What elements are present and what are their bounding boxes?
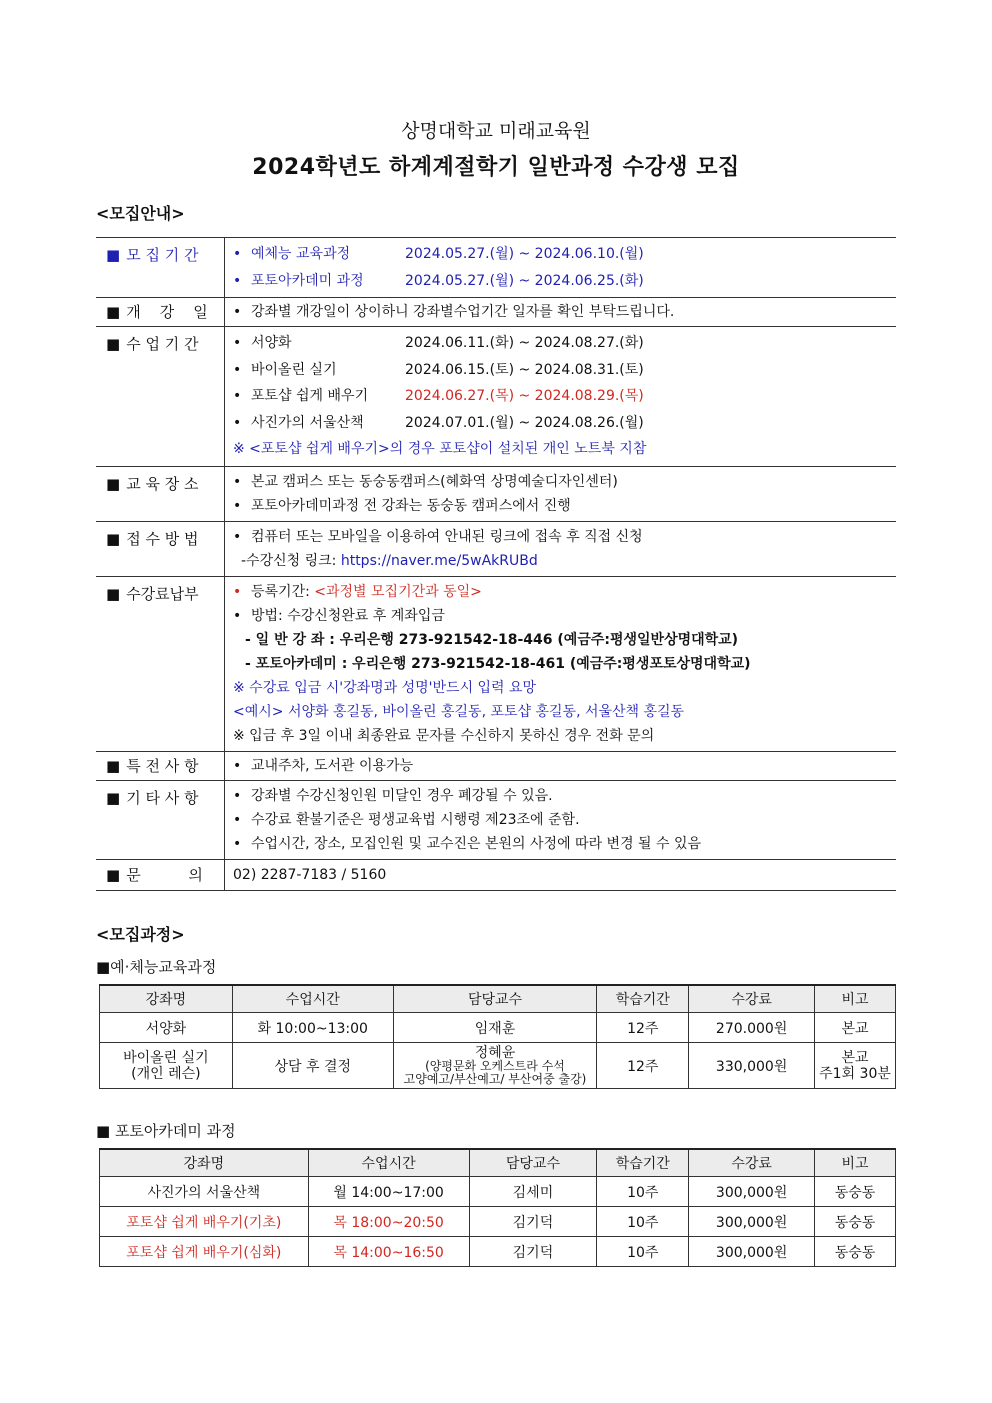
column-header: 담당교수 xyxy=(469,1149,597,1177)
table-row: 포토샵 쉽게 배우기(기초) 목 18:00~20:50 김기덕 10주 300,000원 동숭동 xyxy=(100,1207,896,1237)
class-period-note: ※ <포토샵 쉽게 배우기>의 경우 포토샵이 설치된 개인 노트북 지참 xyxy=(233,441,647,457)
column-header: 강좌명 xyxy=(100,985,233,1013)
account-general: - 일 반 강 좌 : 우리은행 273-921542-18-446 (예금주:평생일반상명대학교) xyxy=(245,631,739,648)
square-icon: ■ xyxy=(106,756,121,775)
bullet-icon: • xyxy=(233,811,242,828)
column-header: 학습기간 xyxy=(597,985,689,1013)
info-row-fee: ■ 수강료납부 • 등록기간: <과정별 모집기간과 동일> • 방법: 수강신청완료 후 계좌입금 - 일 반 강 좌 : 우리은행 273-921542-18-446 (예금주:평생일반상명대학교) - 포토아카데미 : 우리은행 273-921542-18-461 (예금주:평생포토상명대학교) ※ 수강료 입금 시'강좌명과 성명'반드시 입력 요망 <예시> 서양화 홍길동, 바이올린 홍길동, 포토샵 홍길동, 서울산책 홍길동 ※ 입금 후 3일 이내 최종완료 문자를 수신하지 못하신 경우 전화 문의 xyxy=(96,576,896,751)
info-label-contact: ■ 문 의 xyxy=(96,859,225,890)
bullet-icon: • xyxy=(233,272,242,289)
square-icon: ■ xyxy=(106,865,121,884)
square-icon: ■ xyxy=(106,529,121,548)
bullet-icon: • xyxy=(233,335,242,351)
arts-course-heading: ■예·체능교육과정 xyxy=(96,958,217,976)
class-period-line: • 바이올린 실기 2024.06.15.(토) ~ 2024.08.31.(토) xyxy=(233,357,896,384)
column-header: 비고 xyxy=(815,985,896,1013)
bullet-icon: • xyxy=(233,607,242,624)
square-icon: ■ xyxy=(106,788,121,807)
info-label-place: ■ 교 육 장 소 xyxy=(96,466,225,521)
bullet-icon: • xyxy=(233,388,242,404)
square-icon: ■ xyxy=(106,303,121,321)
arts-course-table xyxy=(99,984,896,1089)
info-row-etc: ■ 기 타 사 항 • 강좌별 수강신청인원 미달인 경우 폐강될 수 있음. • 수강료 환불기준은 평생교육법 시행령 제23조에 준함. • 수업시간, 장소, 모집인원 및 교수진은 본원의 사정에 따라 변경 될 수 있음 xyxy=(96,780,896,859)
fee-note: ※ 입금 후 3일 이내 최종완료 문자를 수신하지 못하신 경우 전화 문의 xyxy=(233,727,655,744)
bullet-icon: • xyxy=(233,304,242,320)
info-label-fee: ■ 수강료납부 xyxy=(96,576,225,751)
table-header-row xyxy=(100,985,896,1013)
info-row-special: ■ 특 전 사 항 • 교내주차, 도서관 이용가능 xyxy=(96,751,896,780)
apply-link[interactable]: https://naver.me/5wAkRUBd xyxy=(340,552,538,569)
bullet-icon: • xyxy=(233,361,242,378)
square-icon: ■ xyxy=(106,335,121,353)
table-row: 포토샵 쉽게 배우기(심화) 목 14:00~16:50 김기덕 10주 300,000원 동숭동 xyxy=(100,1237,896,1267)
info-row-period xyxy=(96,238,896,298)
table-row: 바이올린 실기 (개인 레슨) 상담 후 결정 정혜윤 (양평문화 오케스트라 수석 고양예고/부산예고/ 부산여중 출강) 12주 330,000원 본교 주1회 30분 xyxy=(100,1043,896,1089)
bullet-icon: • xyxy=(233,414,242,431)
account-photo: - 포토아카데미 : 우리은행 273-921542-18-461 (예금주:평생포토상명대학교) xyxy=(245,655,751,672)
column-header: 수강료 xyxy=(689,1149,815,1177)
photo-course-heading: ■ 포토아카데미 과정 xyxy=(96,1122,236,1140)
info-label-class-period: ■ 수 업 기 간 xyxy=(96,327,225,467)
info-row-apply: ■ 접 수 방 법 • 컴퓨터 또는 모바일을 이용하여 안내된 링크에 접속 후 직접 신청 -수강신청 링크: https://naver.me/5wAkRUBd xyxy=(96,521,896,576)
column-header: 수업시간 xyxy=(232,985,393,1013)
info-label-period: ■ 모 집 기 간 xyxy=(96,238,225,298)
bullet-icon: • xyxy=(233,246,242,262)
table-row: 사진가의 서울산책 월 14:00~17:00 김세미 10주 300,000원 동숭동 xyxy=(100,1177,896,1207)
photo-course-table xyxy=(99,1148,896,1267)
bullet-icon: • xyxy=(233,835,242,852)
class-period-line: • 서양화 2024.06.11.(화) ~ 2024.08.27.(화) xyxy=(233,330,896,357)
class-period-line: • 포토샵 쉽게 배우기 2024.06.27.(목) ~ 2024.08.29.(목) xyxy=(233,383,896,410)
info-row-open: ■ 개 강 일 • 강좌별 개강일이 상이하니 강좌별수업기간 일자를 확인 부탁드립니다. xyxy=(96,298,896,327)
column-header: 강좌명 xyxy=(100,1149,309,1177)
square-icon: ■ xyxy=(106,474,121,493)
period-line: • 예체능 교육과정 2024.05.27.(월) ~ 2024.06.10.(월) xyxy=(233,241,896,268)
bullet-icon: • xyxy=(233,787,242,804)
square-icon: ■ xyxy=(106,584,121,603)
square-icon: ■ xyxy=(106,246,121,264)
bullet-icon: • xyxy=(233,583,242,600)
bullet-icon: • xyxy=(233,757,242,774)
period-line: • 포토아카데미 과정 2024.05.27.(월) ~ 2024.06.25.(화) xyxy=(233,268,896,295)
info-label-special: ■ 특 전 사 항 xyxy=(96,751,225,780)
bullet-icon: • xyxy=(233,473,242,490)
class-period-line: • 사진가의 서울산책 2024.07.01.(월) ~ 2024.08.26.(월) xyxy=(233,410,896,437)
recruitment-info-table xyxy=(96,237,896,891)
info-label-apply: ■ 접 수 방 법 xyxy=(96,521,225,576)
bullet-icon: • xyxy=(233,497,242,514)
section-heading-guide: <모집안내> xyxy=(96,204,185,223)
info-label-etc: ■ 기 타 사 항 xyxy=(96,780,225,859)
table-header-row xyxy=(100,1149,896,1177)
contact-phone: 02) 2287-7183 / 5160 xyxy=(233,866,387,883)
organization-name: 상명대학교 미래교육원 xyxy=(401,120,591,142)
fee-note: ※ 수강료 입금 시'강좌명과 성명'반드시 입력 요망 xyxy=(233,679,537,696)
fee-example: <예시> 서양화 홍길동, 바이올린 홍길동, 포토샵 홍길동, 서울산책 홍길동 xyxy=(233,703,685,720)
column-header: 수강료 xyxy=(689,985,815,1013)
table-row: 서양화 화 10:00~13:00 임재훈 12주 270.000원 본교 xyxy=(100,1013,896,1043)
info-row-place: ■ 교 육 장 소 • 본교 캠퍼스 또는 동숭동캠퍼스(혜화역 상명예술디자인센터) • 포토아카데미과정 전 강좌는 동숭동 캠퍼스에서 진행 xyxy=(96,466,896,521)
column-header: 비고 xyxy=(815,1149,896,1177)
column-header: 수업시간 xyxy=(308,1149,469,1177)
info-label-open: ■ 개 강 일 xyxy=(96,298,225,327)
section-heading-courses: <모집과정> xyxy=(96,925,185,944)
info-row-contact xyxy=(96,859,896,890)
page-title: 2024학년도 하계계절학기 일반과정 수강생 모집 xyxy=(252,155,740,180)
column-header: 학습기간 xyxy=(597,1149,689,1177)
info-row-class-period xyxy=(96,327,896,467)
bullet-icon: • xyxy=(233,528,242,545)
column-header: 담당교수 xyxy=(393,985,597,1013)
